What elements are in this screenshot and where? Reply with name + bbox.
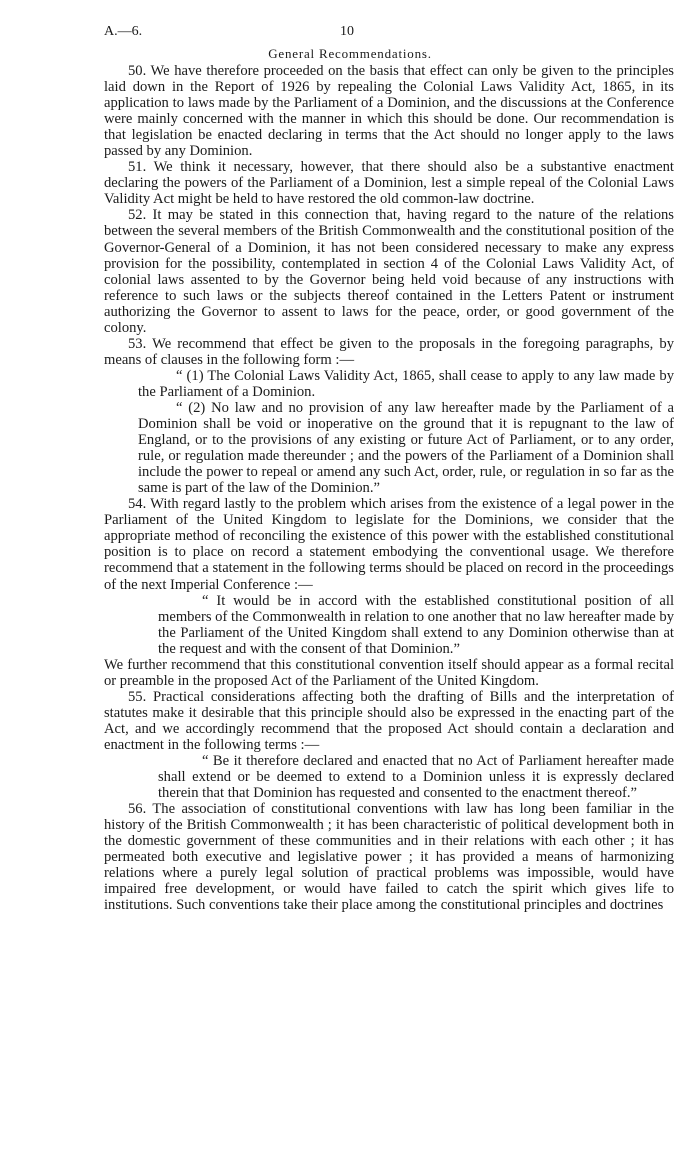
paragraph-52: 52. It may be stated in this connection that, having regard to the nature of the relations between the several members of the British Commonwealth and the constitutional position of the Governor-General of a Dominion, it has not been considered necessary to make any express provision for the possibility, contemplated in section 4 of the Colonial Laws Validity Act, of colonial laws assented to by the Governor being held void because of any instructions with reference to such laws or the subjects thereof contained in the Letters Patent or instrument authorizing the Governor to assent to laws for the peace, order, or good government of the colony.: [104, 207, 674, 336]
paragraph-50: 50. We have therefore proceeded on the basis that effect can only be given to the principles laid down in the Report of 1926 by repealing the Colonial Laws Validity Act, 1865, in its application to laws made by the Parliament of a Dominion, and the discussions at the Conference were mainly concerned with the manner in which this should be done. Our recommendation is that legislation be enacted declaring in terms that the Act should no longer apply to the laws passed by any Dominion.: [104, 63, 674, 160]
document-body: [104, 63, 674, 913]
paragraph-56: 56. The association of constitutional conventions with law has long been familiar in the history of the British Commonwealth ; it has been characteristic of political development both in the domestic government of these communities and in their relations with each other ; it has permeated both executive and legislative power ; it has provided a means of harmonizing relations where a purely legal solution of practical problems was impossible, would have impaired free development, or would have failed to catch the spirit which gives life to institutions. Such conventions take their place among the constitutional principles and doctrines: [104, 801, 674, 914]
page-number: 10: [340, 24, 354, 39]
clause-1-quote: “ (1) The Colonial Laws Validity Act, 1865, shall cease to apply to any law made by the Parliament of a Dominion.: [138, 367, 674, 400]
paragraph-54-continuation: We further recommend that this constitutional convention itself should appear as a formal recital or preamble in the proposed Act of the Parliament of the United Kingdom.: [104, 656, 674, 689]
paragraph-53: 53. We recommend that effect be given to the proposals in the foregoing paragraphs, by means of clauses in the following form :—: [104, 335, 674, 368]
report-reference: A.—6.: [104, 24, 143, 39]
enactment-quote: “ Be it therefore declared and enacted that no Act of Parliament hereafter made shall extend or be deemed to extend to a Dominion unless it is expressly declared therein that that Dominion has requested and consented to the enactment thereof.”: [158, 753, 674, 802]
paragraph-51: 51. We think it necessary, however, that there should also be a substantive enactment declaring the powers of the Parliament of a Dominion, lest a simple repeal of the Colonial Laws Validity Act might be held to have restored the old common-law doctrine.: [104, 159, 674, 208]
paragraph-54: 54. With regard lastly to the problem which arises from the existence of a legal power in the Parliament of the United Kingdom to legislate for the Dominions, we consider that the appropriate method of reconciling the existence of this power with the established constitutional position is to place on record a statement embodying the conventional usage. We therefore recommend that a statement in the following terms should be placed on record in the proceedings of the next Imperial Conference :—: [104, 496, 674, 593]
convention-statement-quote: “ It would be in accord with the established constitutional position of all members of the Commonwealth in relation to one another that no law hereafter made by the Parliament of the United Kingdom shall extend to any Dominion otherwise than at the request and with the consent of that Dominion.”: [158, 592, 674, 657]
section-title: General Recommendations.: [268, 46, 432, 61]
clause-2-quote: “ (2) No law and no provision of any law hereafter made by the Parliament of a Dominion shall be void or inoperative on the ground that it is repugnant to the law of England, or to the provisions of any existing or future Act of Parliament, or to any order, rule, or regulation made thereunder ; and the powers of the Parliament of a Dominion shall include the power to repeal or amend any such Act, order, rule, or regulation in so far as the same is part of the law of the Dominion.”: [138, 399, 674, 497]
paragraph-55: 55. Practical considerations affecting both the drafting of Bills and the interpretation of statutes make it desirable that this principle should also be expressed in the enacting part of the Act, and we accordingly recommend that the proposed Act should contain a declaration and enactment in the following terms :—: [104, 688, 674, 753]
